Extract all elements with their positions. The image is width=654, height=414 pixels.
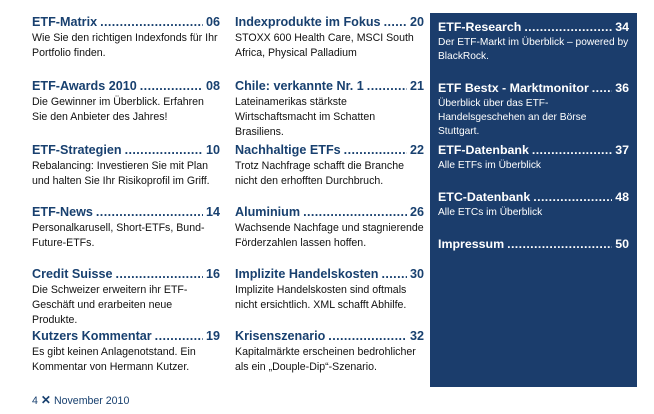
- toc-entry-description: STOXX 600 Health Care, MSCI South Africa, Physical Palladium: [235, 32, 414, 59]
- toc-entry-page[interactable]: 48: [615, 190, 629, 204]
- toc-entry-title[interactable]: ETF-Strategien: [32, 143, 122, 157]
- toc-entry-description: Wachsende Nachfage und stagnierende Förderzahlen lassen hoffen.: [235, 222, 424, 249]
- toc-entry-page[interactable]: 16: [205, 267, 220, 281]
- toc-entry[interactable]: [438, 189, 629, 220]
- leader-dots: [367, 78, 407, 94]
- toc-entry[interactable]: [235, 142, 424, 189]
- leader-dots: [381, 266, 407, 282]
- footer-page-number: 4: [32, 395, 38, 407]
- toc-entry-title[interactable]: ETF-Research: [438, 20, 522, 34]
- toc-entry-title[interactable]: Impressum: [438, 237, 505, 251]
- leader-dots: [100, 14, 203, 30]
- toc-entry-description: Rebalancing: Investieren Sie mit Plan und halten Sie Ihr Risikoprofil im Griff.: [32, 160, 210, 187]
- toc-entry-page[interactable]: 26: [409, 205, 424, 219]
- leader-dots: [384, 14, 407, 30]
- toc-entry-description: Die Gewinner im Überblick. Erfahren Sie den Anbieter des Jahres!: [32, 96, 204, 123]
- leader-dots: [140, 78, 203, 94]
- page-footer: [32, 393, 129, 408]
- toc-entry-description: Alle ETCs im Überblick: [438, 207, 543, 218]
- toc-entry-page[interactable]: 14: [205, 205, 220, 219]
- toc-entry[interactable]: [235, 328, 424, 375]
- toc-entry-description: Der ETF-Markt im Überblick – powered by BlackRock.: [438, 37, 629, 62]
- toc-entry-description: Trotz Nachfrage schafft die Branche nicht den erhofften Durchbruch.: [235, 160, 404, 187]
- toc-entry[interactable]: [32, 328, 220, 375]
- toc-entry-title[interactable]: Indexprodukte im Fokus: [235, 15, 381, 29]
- toc-entry-title[interactable]: Krisenszenario: [235, 329, 326, 343]
- leader-dots: [155, 328, 203, 344]
- leader-dots: [507, 236, 612, 252]
- toc-entry-title[interactable]: ETF Bestx - Marktmonitor: [438, 81, 589, 95]
- leader-dots: [533, 189, 612, 205]
- toc-entry-description: Überblick über das ETF-Handelsgeschehen an der Börse Stuttgart.: [438, 98, 587, 137]
- toc-entry[interactable]: [235, 266, 424, 313]
- footer-issue-date: November 2010: [53, 395, 130, 407]
- leader-dots: [328, 328, 407, 344]
- toc-entry[interactable]: [438, 236, 629, 252]
- toc-entry-description: Lateinamerikas stärkste Wirtschaftsmacht im Schatten Brasiliens.: [235, 96, 376, 138]
- toc-entry[interactable]: [235, 14, 424, 61]
- toc-entry[interactable]: [32, 266, 220, 328]
- leader-dots: [532, 142, 612, 158]
- toc-entry[interactable]: [32, 14, 220, 61]
- toc-entry-page[interactable]: 36: [615, 81, 629, 95]
- x-logo-icon: ✕: [40, 393, 51, 407]
- toc-entry-title[interactable]: Kutzers Kommentar: [32, 329, 152, 343]
- leader-dots: [524, 19, 612, 35]
- toc-entry-title[interactable]: Chile: verkannte Nr. 1: [235, 79, 364, 93]
- toc-entry-page[interactable]: 10: [205, 143, 220, 157]
- leader-dots: [592, 80, 612, 96]
- toc-entry-page[interactable]: 21: [409, 79, 424, 93]
- leader-dots: [116, 266, 203, 282]
- toc-entry[interactable]: [235, 204, 424, 251]
- toc-entry-description: Die Schweizer erweitern ihr ETF-Geschäft und erarbeiten neue Produkte.: [32, 284, 188, 326]
- toc-entry-description: Alle ETFs im Überblick: [438, 160, 542, 171]
- toc-entry-page[interactable]: 32: [409, 329, 424, 343]
- toc-entry-title[interactable]: Implizite Handelskosten: [235, 267, 379, 281]
- toc-entry-description: Es gibt keinen Anlagenotstand. Ein Kommentar von Hermann Kutzer.: [32, 346, 196, 373]
- toc-entry-title[interactable]: Nachhaltige ETFs: [235, 143, 341, 157]
- toc-entry[interactable]: [438, 19, 629, 64]
- toc-entry-page[interactable]: 30: [409, 267, 424, 281]
- toc-entry-title[interactable]: ETC-Datenbank: [438, 190, 531, 204]
- toc-entry-title[interactable]: Credit Suisse: [32, 267, 113, 281]
- toc-entry-title[interactable]: Aluminium: [235, 205, 301, 219]
- toc-entry[interactable]: [438, 142, 629, 173]
- toc-entry-page[interactable]: 22: [409, 143, 424, 157]
- leader-dots: [125, 142, 203, 158]
- toc-entry-page[interactable]: 37: [615, 143, 629, 157]
- toc-entry[interactable]: [32, 142, 220, 189]
- leader-dots: [96, 204, 203, 220]
- toc-entry-page[interactable]: 08: [205, 79, 220, 93]
- toc-entry-page[interactable]: 19: [205, 329, 220, 343]
- leader-dots: [344, 142, 407, 158]
- leader-dots: [303, 204, 407, 220]
- toc-entry-title[interactable]: ETF-Matrix: [32, 15, 98, 29]
- toc-entry[interactable]: [32, 78, 220, 125]
- toc-entry-title[interactable]: ETF-Datenbank: [438, 143, 529, 157]
- toc-entry[interactable]: [235, 78, 424, 140]
- toc-entry-title[interactable]: ETF-Awards 2010: [32, 79, 137, 93]
- toc-entry[interactable]: [438, 80, 629, 139]
- toc-entry-page[interactable]: 34: [615, 20, 629, 34]
- toc-entry-description: Implizite Handelskosten sind oftmals nicht ersichtlich. XML schafft Abhilfe.: [235, 284, 407, 311]
- toc-entry-page[interactable]: 50: [615, 237, 629, 251]
- toc-entry-page[interactable]: 06: [205, 15, 220, 29]
- toc-entry[interactable]: [32, 204, 220, 251]
- toc-entry-title[interactable]: ETF-News: [32, 205, 93, 219]
- toc-entry-description: Kapitalmärkte erscheinen bedrohlicher als ein „Douple-Dip“-Szenario.: [235, 346, 416, 373]
- toc-entry-description: Personalkarusell, Short-ETFs, Bund-Future-ETFs.: [32, 222, 205, 249]
- toc-entry-description: Wie Sie den richtigen Indexfonds für Ihr Portfolio finden.: [32, 32, 218, 59]
- toc-entry-page[interactable]: 20: [409, 15, 424, 29]
- toc-sidebar-panel: [430, 13, 637, 387]
